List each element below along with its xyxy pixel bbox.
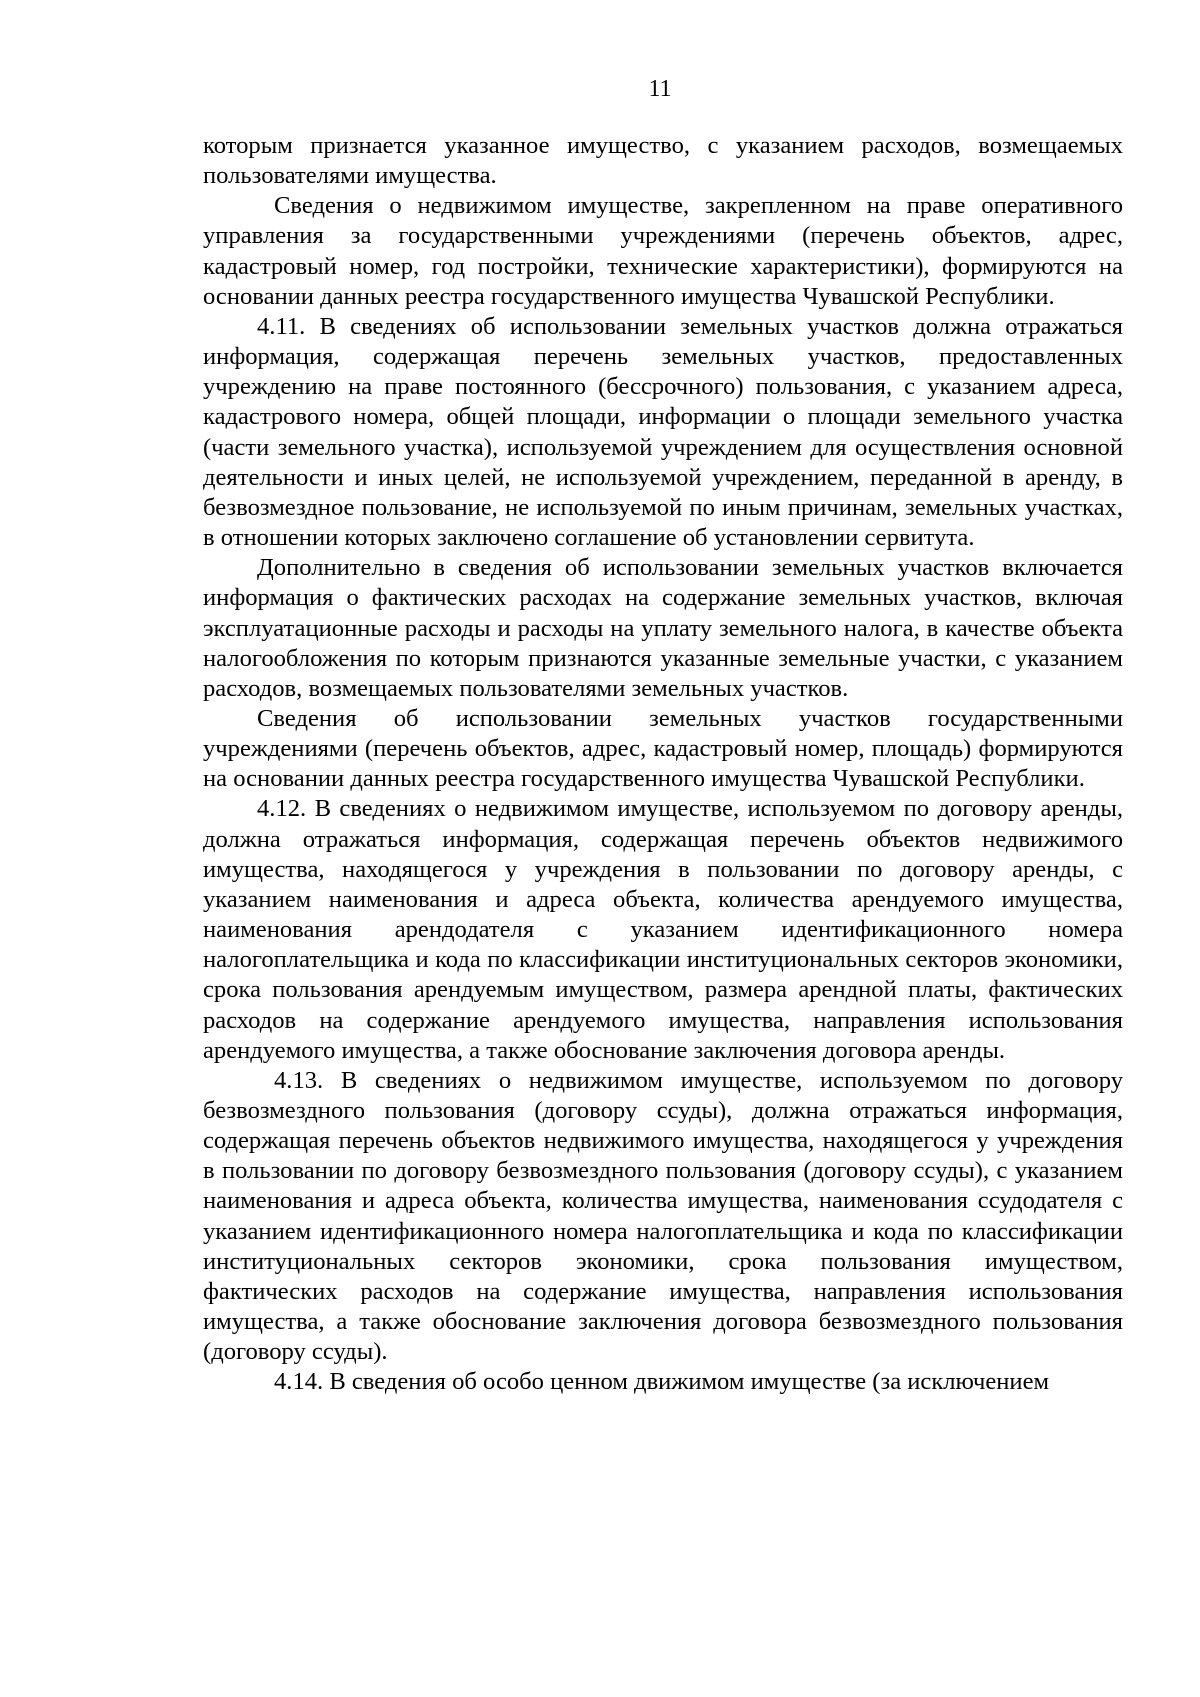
page-number: 11 bbox=[648, 76, 672, 102]
paragraph-operational-management: Сведения о недвижимом имуществе, закрепленном на праве оперативного управления за государственными учреждениями (перечень объектов, адрес, кадастровый номер, год постройки, технические характеристики), формируются на основании данных реестра государственного имущества Чувашской Республики. bbox=[203, 192, 1123, 310]
paragraph-4-11: 4.11. В сведениях об использовании земельных участков должна отражаться информация, содержащая перечень земельных участков, предоставленных учреждению на праве постоянного (бессрочного) пользования, с указанием адреса, кадастрового номера, общей площади, информации о площади земельного участка (части земельного участка), используемой учреждением для осуществления основной деятельности и иных целей, не используемой учреждением, переданной в аренду, в безвозмездное пользование, не используемой по иным причинам, земельных участках, в отношении которых заключено соглашение об установлении сервитута. bbox=[203, 312, 1123, 552]
paragraph-land-registry: Сведения об использовании земельных участков государственными учреждениями (перечень объектов, адрес, кадастровый номер, площадь) формируются на основании данных реестра государственного имущества Чувашской Республики. bbox=[203, 704, 1123, 793]
paragraph-continuation: которым признается указанное имущество, с указанием расходов, возмещаемых пользователями имущества. bbox=[203, 132, 1123, 190]
paragraph-4-14: 4.14. В сведения об особо ценном движимом имуществе (за исключением bbox=[274, 1368, 1050, 1396]
document-text-body bbox=[203, 131, 1123, 1398]
paragraph-4-12: 4.12. В сведениях о недвижимом имуществе, используемом по договору аренды, должна отражаться информация, содержащая перечень объектов недвижимого имущества, находящегося у учреждения в пользовании по договору аренды, с указанием наименования и адреса объекта, количества арендуемого имущества, наименования арендодателя с указанием идентификационного номера налогоплательщика и кода по классификации институциональных секторов экономики, срока пользования арендуемым имуществом, размера арендной платы, фактических расходов на содержание арендуемого имущества, направления использования арендуемого имущества, а также обоснование заключения договора аренды. bbox=[203, 795, 1123, 1064]
paragraph-4-13: 4.13. В сведениях о недвижимом имуществе, используемом по договору безвозмездного пользования (договору ссуды), должна отражаться информация, содержащая перечень объектов недвижимого имущества, находящегося у учреждения в пользовании по договору безвозмездного пользования (договору ссуды), с указанием наименования и адреса объекта, количества имущества, наименования ссудодателя с указанием идентификационного номера налогоплательщика и кода по классификации институциональных секторов экономики, срока пользования имуществом, фактических расходов на содержание имущества, направления использования имущества, а также обоснование заключения договора безвозмездного пользования (договору ссуды). bbox=[203, 1066, 1123, 1366]
paragraph-land-expenses: Дополнительно в сведения об использовании земельных участков включается информация о фактических расходах на содержание земельных участков, включая эксплуатационные расходы и расходы на уплату земельного налога, в качестве объекта налогообложения по которым признаются указанные земельные участки, с указанием расходов, возмещаемых пользователями земельных участков. bbox=[203, 554, 1123, 702]
